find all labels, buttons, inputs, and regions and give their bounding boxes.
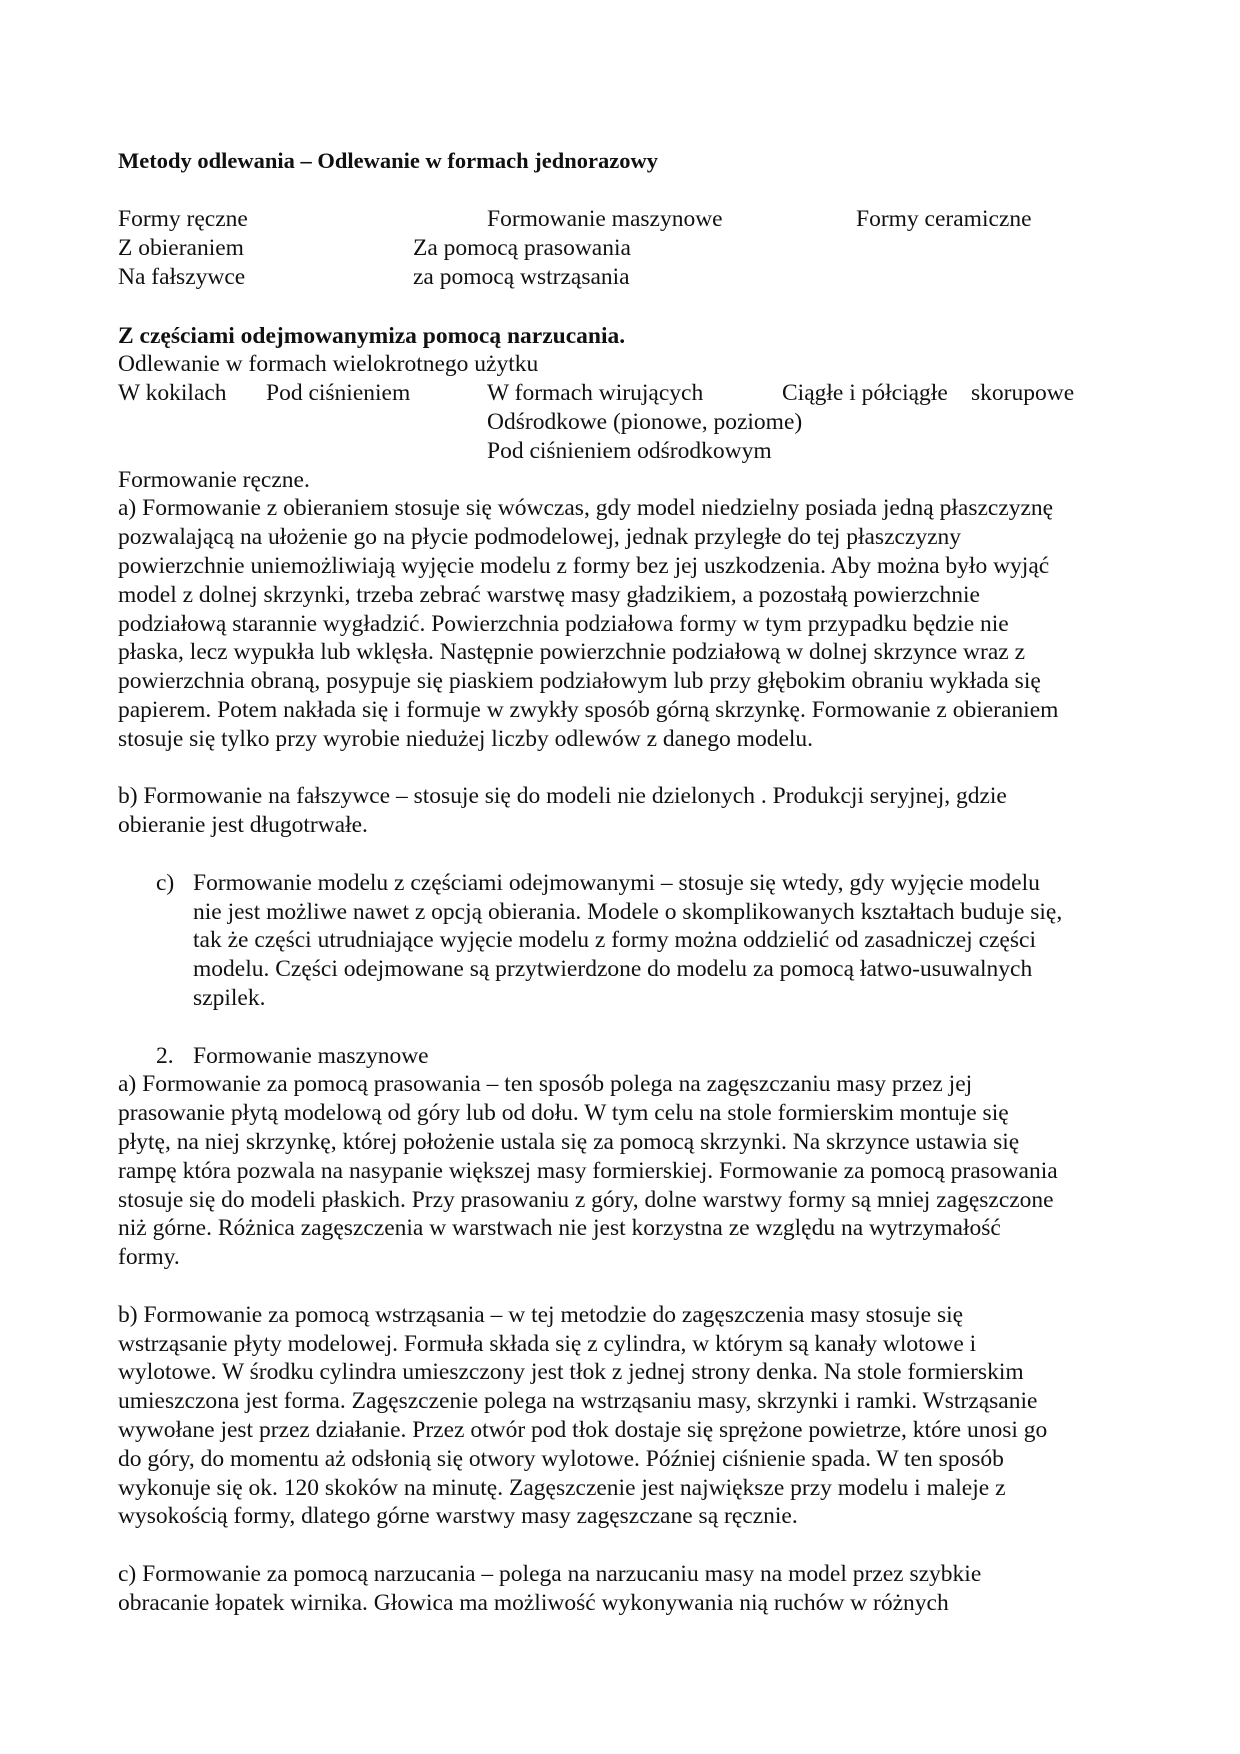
para-a-line: podziałową starannie wygładzić. Powierzchnia podziałowa formy w tym przypadku będzie nie <box>118 611 1009 637</box>
col-machine-forming: Formowanie maszynowe <box>487 206 723 232</box>
multi-use-centrifugal: W formach wirujących <box>487 380 704 406</box>
col-manual-forms: Formy ręczne <box>118 206 248 232</box>
para-c-line: szpilek. <box>193 985 266 1011</box>
para-a-line: model z dolnej skrzynki, trzeba zebrać warstwę masy gładzikiem, a pozostałą powierzchnie <box>118 582 980 608</box>
para-b-line: b) Formowanie na fałszywce – stosuje się do modeli nie dzielonych . Produkcji seryjnej, gdzie <box>118 783 1007 809</box>
section-manual-heading: Formowanie ręczne. <box>118 467 310 493</box>
para2-a-line: formy. <box>118 1244 180 1270</box>
para-c-marker: c) <box>156 870 175 896</box>
para2-a-line: płytę, na niej skrzynkę, której położenie ustala się za pomocą skrzynki. Na skrzynce ustawia się <box>118 1129 1020 1155</box>
multi-use-heading: Odlewanie w formach wielokrotnego użytku <box>118 351 539 377</box>
para-a-line: papierem. Potem nakłada się i formuje w zwykły sposób górną skrzynkę. Formowanie z obieraniem <box>118 697 1059 723</box>
para-b-line: obieranie jest długotrwałe. <box>118 812 368 838</box>
para-a-line: stosuje się tylko przy wyrobie niedużej liczby odlewów z danego modelu. <box>118 726 814 752</box>
para2-a-line: rampę która pozwala na nasypanie większej masy formierskiej. Formowanie za pomocą prasowania <box>118 1158 1058 1184</box>
multi-use-pressure: Pod ciśnieniem <box>266 380 411 406</box>
section2-title: Formowanie maszynowe <box>193 1043 429 1069</box>
multi-use-shell: skorupowe <box>971 380 1075 406</box>
para2-a-line: niż górne. Różnica zagęszczenia w warstwach nie jest korzystna ze względu na wytrzymałość <box>118 1215 1001 1241</box>
item-by-pressing: Za pomocą prasowania <box>413 235 631 261</box>
para2-b-line: wysokością formy, dlatego górne warstwy masy zagęszczane są ręcznie. <box>118 1503 798 1529</box>
para-c-line: nie jest możliwe nawet z opcją obierania. Modele o skomplikowanych kształtach buduje się, <box>193 899 1063 925</box>
multi-use-continuous: Ciągłe i półciągłe <box>782 380 948 406</box>
item-by-jolting: za pomocą wstrząsania <box>413 264 630 290</box>
para2-c-line: c) Formowanie za pomocą narzucania – polega na narzucaniu masy na model przez szybkie <box>118 1561 982 1587</box>
para2-b-line: umieszczona jest forma. Zagęszczenie polega na wstrząsaniu masy, skrzynki i ramki. Wstrząsanie <box>118 1388 1038 1414</box>
section2-marker: 2. <box>156 1043 174 1069</box>
multi-use-sub-centrifugal: Odśrodkowe (pionowe, poziome) <box>487 409 803 435</box>
para2-b-line: b) Formowanie za pomocą wstrząsania – w tej metodzie do zagęszczenia masy stosuje się <box>118 1302 964 1328</box>
para-c-line: Formowanie modelu z częściami odejmowanymi – stosuje się wtedy, gdy wyjęcie modelu <box>193 870 1040 896</box>
para-a-line: pozwalającą na ułożenie go na płycie podmodelowej, jednak przyległe do tej płaszczyzny <box>118 524 962 550</box>
para-c-line: tak że części utrudniające wyjęcie modelu z formy można oddzielić od zasadniczej części <box>193 927 1036 953</box>
para2-b-line: wstrząsanie płyty modelowej. Formuła składa się z cylindra, w którym są kanały wlotowe i <box>118 1331 977 1357</box>
para2-b-line: wywołane jest przez działanie. Przez otwór pod tłok dostaje się sprężone powietrze, które unosi go <box>118 1417 1048 1443</box>
para-a-line: powierzchnie uniemożliwiają wyjęcie modelu z formy bez jej uszkodzenia. Aby można było wyjąć <box>118 553 1050 579</box>
multi-use-sub-pressure: Pod ciśnieniem odśrodkowym <box>487 438 772 464</box>
para-c-line: modelu. Części odejmowane są przytwierdzone do modelu za pomocą łatwo-usuwalnych <box>193 956 1033 982</box>
para-a-line: powierzchnia obraną, posypuje się piaskiem podziałowym lub przy głębokim obraniu wykłada się <box>118 668 1041 694</box>
document-title: Metody odlewania – Odlewanie w formach jednorazowy <box>118 148 658 173</box>
para2-a-line: prasowanie płytą modelową od góry lub od dołu. W tym celu na stole formierskim montuje się <box>118 1100 1009 1126</box>
para-a-line: a) Formowanie z obieraniem stosuje się wówczas, gdy model niedzielny posiada jedną płaszczyznę <box>118 495 1054 521</box>
para-a-line: płaska, lecz wypukła lub wklęsła. Następnie powierzchnie podziałową w dolnej skrzynce wraz z <box>118 639 1026 665</box>
para2-b-line: wylotowe. W środku cylindra umieszczony jest tłok z jednej strony denka. Na stole formierskim <box>118 1359 1024 1385</box>
item-with-stripping: Z obieraniem <box>118 235 244 261</box>
multi-use-chill-moulds: W kokilach <box>118 380 227 406</box>
para2-b-line: do góry, do momentu aż odsłonią się otwory wylotowe. Później ciśnienie spada. W ten sposób <box>118 1446 1004 1472</box>
para2-a-line: stosuje się do modeli płaskich. Przy prasowaniu z góry, dolne warstwy formy są mniej zagęszczone <box>118 1187 1054 1213</box>
para2-a-line: a) Formowanie za pomocą prasowania – ten sposób polega na zagęszczaniu masy przez jej <box>118 1071 973 1097</box>
item-false-core: Na fałszywce <box>118 264 246 290</box>
bold-heading: Z częściami odejmowanymiza pomocą narzucania. <box>118 323 626 349</box>
para2-c-line: obracanie łopatek wirnika. Głowica ma możliwość wykonywania nią ruchów w różnych <box>118 1590 949 1616</box>
col-ceramic-forms: Formy ceramiczne <box>856 206 1032 232</box>
para2-b-line: wykonuje się ok. 120 skoków na minutę. Zagęszczenie jest największe przy modelu i maleje z <box>118 1475 1006 1501</box>
